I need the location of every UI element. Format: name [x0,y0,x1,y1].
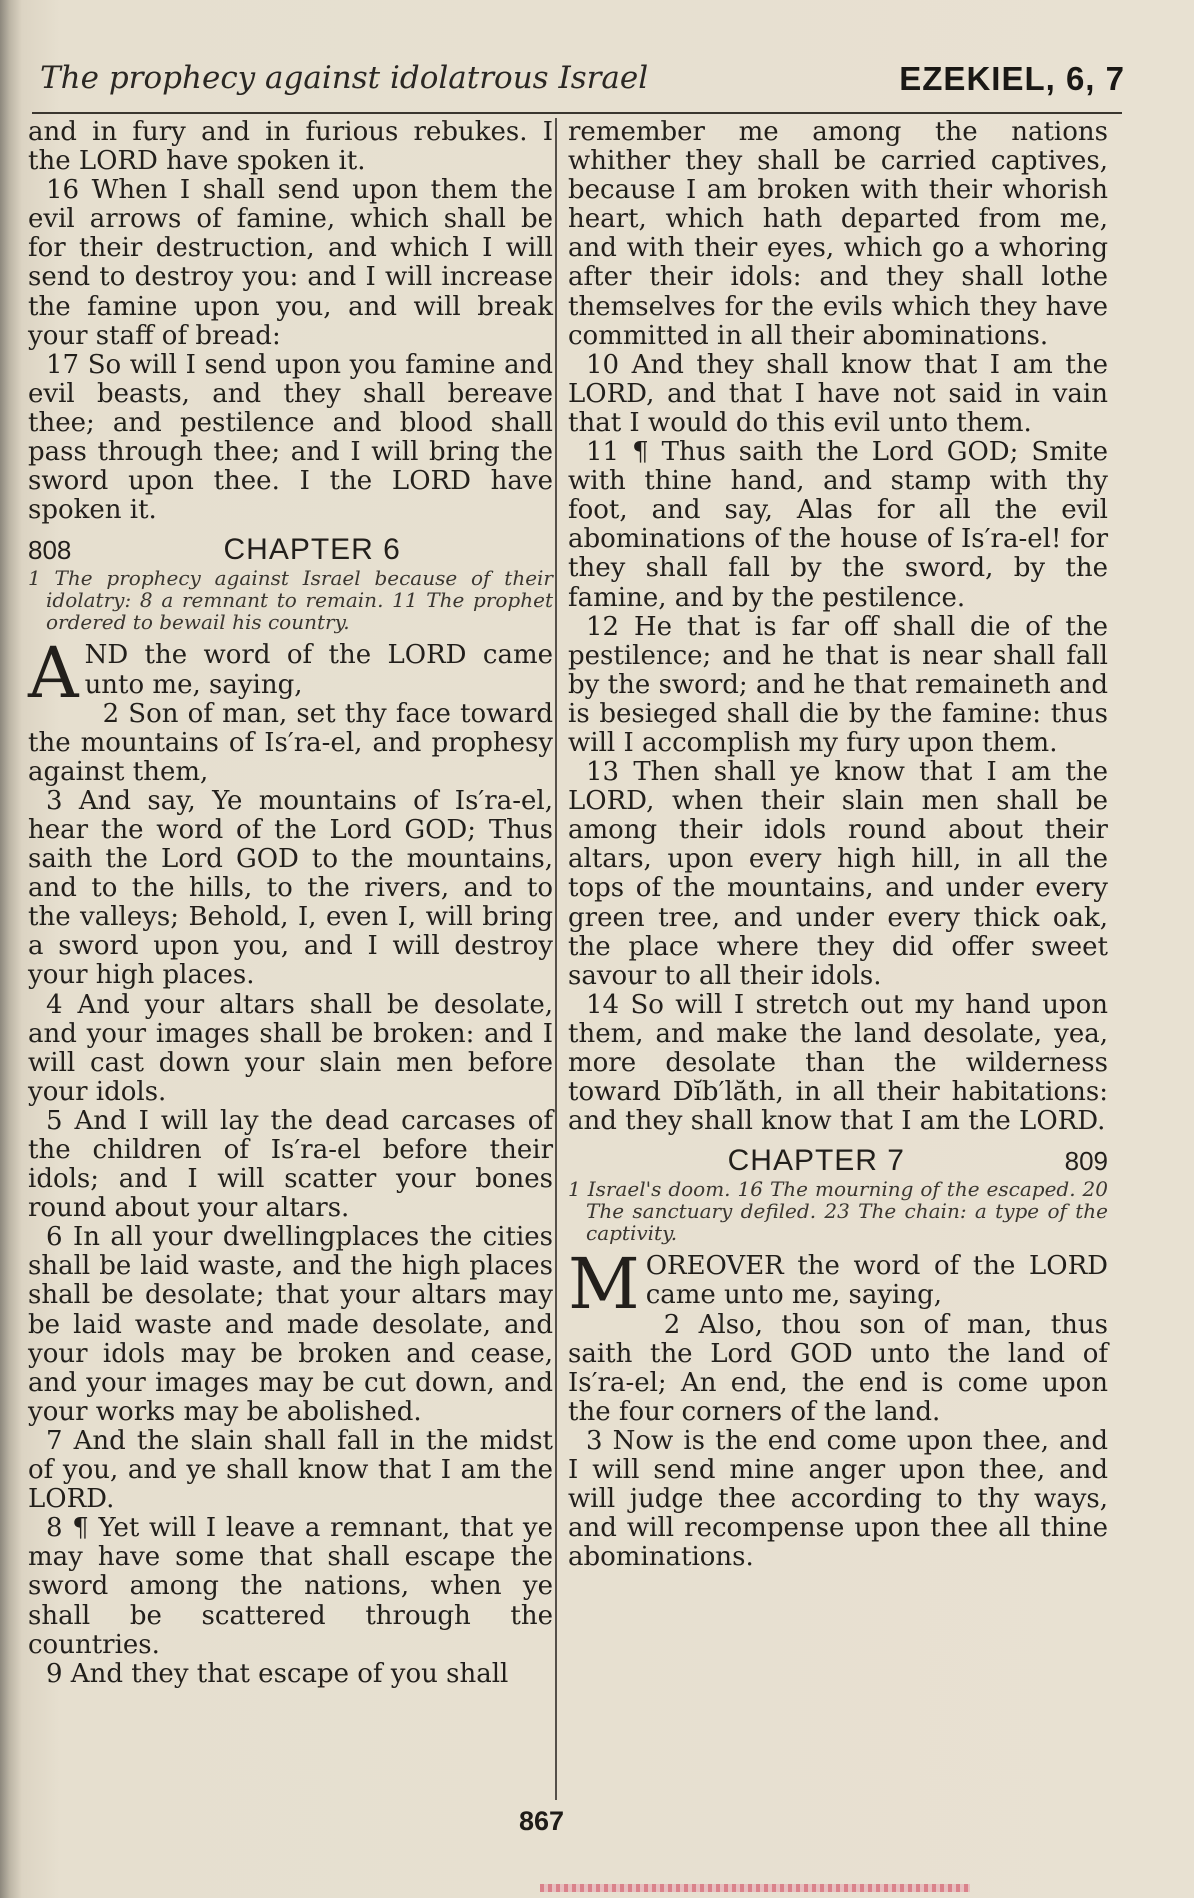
header-title: The prophecy against idolatrous Israel [40,60,649,96]
verse-text: OREOVER the word of the LORD came unto me, saying, [645,1251,1108,1311]
verse: 10 And they shall know that I am the LORD, and that I have not said in vain that I would do this evil unto them. [568,349,1108,438]
edge-stamp-mark [540,1884,970,1892]
left-column [28,118,553,1689]
chapter-6-summary: 1 The prophecy against Israel because of their idolatry: 8 a remnant to remain. 11 The prophet ordered to bewail his country. [28,566,553,635]
verse: 6 In all your dwellingplaces the cities shall be laid waste, and the high places shall be desolate; that your altars may be laid waste and made desolate, and your idols may be broken and cease, and your images may be cut down, and your works may be abolished. [28,1222,553,1427]
header-rule [32,112,1122,114]
verse-text: ND the word of the LORD came unto me, saying, [84,640,553,700]
page-number: 867 [519,1806,565,1836]
verse: 4 And your altars shall be desolate, and your images shall be broken: and I will cast down your slain men before your idols. [28,989,553,1107]
chapter-7-title: CHAPTER 7 [727,1144,905,1178]
verse: 5 And I will lay the dead carcases of the children of Is′ra-el before their idols; and I will scatter your bones round about your altars. [28,1105,553,1224]
verse: 14 So will I stretch out my hand upon them, and make the land desolate, yea, more desolate than the wilderness toward Dĭb′lăth, in all their habitations: and they shall know that I am the LORD. [568,989,1108,1137]
drop-cap: A [28,632,79,715]
verse: 2 Also, thou son of man, thus saith the Lord GOD unto the land of Is′ra-el; An end, the end is come upon the four corners of the land. [568,1309,1108,1427]
chapter-6-heading [28,535,553,565]
right-column [568,118,1108,1572]
verse: 9 And they that escape of you shall [46,1658,509,1689]
verse: 17 So will I send upon you famine and evil beasts, and they shall bereave thee; and pestilence and blood shall pass through thee; and I will bring the sword upon thee. I the LORD have spoken it. [28,349,553,526]
running-header [40,60,1125,110]
verse: 8 ¶ Yet will I leave a remnant, that ye may have some that shall escape the sword among the nations, when ye shall be scattered through the countries. [28,1513,553,1660]
drop-cap: M [568,1243,640,1326]
verse: remember me among the nations whither they shall be carried captives, because I am broken with their whorish heart, which hath departed from me, and with their eyes, which go a whoring after their idols: and they shall lothe themselves for the evils which they have committed in all their abominations. [568,117,1108,351]
verse: 16 When I shall send upon them the evil arrows of famine, which shall be for their destruction, and which I will send to destroy you: and I will increase the famine upon you, and will break your staff of bread: [28,175,553,351]
verse: 12 He that is far off shall die of the pestilence; and he that is near shall fall by the sword; and he that remaineth and is besieged shall die by the famine: thus will I accomplish my fury upon them. [568,611,1108,758]
verse: and in fury and in furious rebukes. I the LORD have spoken it. [28,117,553,177]
header-book-chapters: EZEKIEL, 6, 7 [899,60,1125,97]
verse: 2 Son of man, set thy face toward the mountains of Is′ra-el, and prophesy against them, [28,698,553,787]
chapter-6-reference-number: 808 [28,535,72,566]
chapter-7-heading [568,1146,1108,1176]
chapter-7-summary: 1 Israel's doom. 16 The mourning of the escaped. 20 The sanctuary defiled. 23 The chain: a type of the captivity. [568,1177,1108,1246]
verse: 3 And say, Ye mountains of Is′ra-el, hear the word of the Lord GOD; Thus saith the Lord GOD to the mountains, and to the hills, to the rivers, and to the valleys; Behold, I, even I, will bring a sword upon you, and I will destroy your high places. [28,785,553,991]
verse: 13 Then shall ye know that I am the LORD, when their slain men shall be among their idols round about their altars, upon every high hill, in all the tops of the mountains, and under every green tree, and under every thick oak, the place where they did offer sweet savour to all their idols. [568,757,1108,991]
verse: 3 Now is the end come upon thee, and I will send mine anger upon thee, and will judge thee according to thy ways, and will recompense upon thee all thine abominations. [568,1425,1108,1573]
chapter-7-reference-number: 809 [1064,1146,1108,1177]
verse: 11 ¶ Thus saith the Lord GOD; Smite with thine hand, and stamp with thy foot, and say, Alas for all the evil abominations of the house of Is′ra-el! for they shall fall by the sword, by the famine, and by the pestilence. [568,437,1108,613]
chapter-6-verse-1 [28,632,553,715]
verse: 7 And the slain shall fall in the midst of you, and ye shall know that I am the LORD. [28,1425,553,1515]
chapter-7-verse-1 [568,1243,1108,1326]
column-divider [555,118,557,1800]
chapter-6-title: CHAPTER 6 [223,533,401,567]
